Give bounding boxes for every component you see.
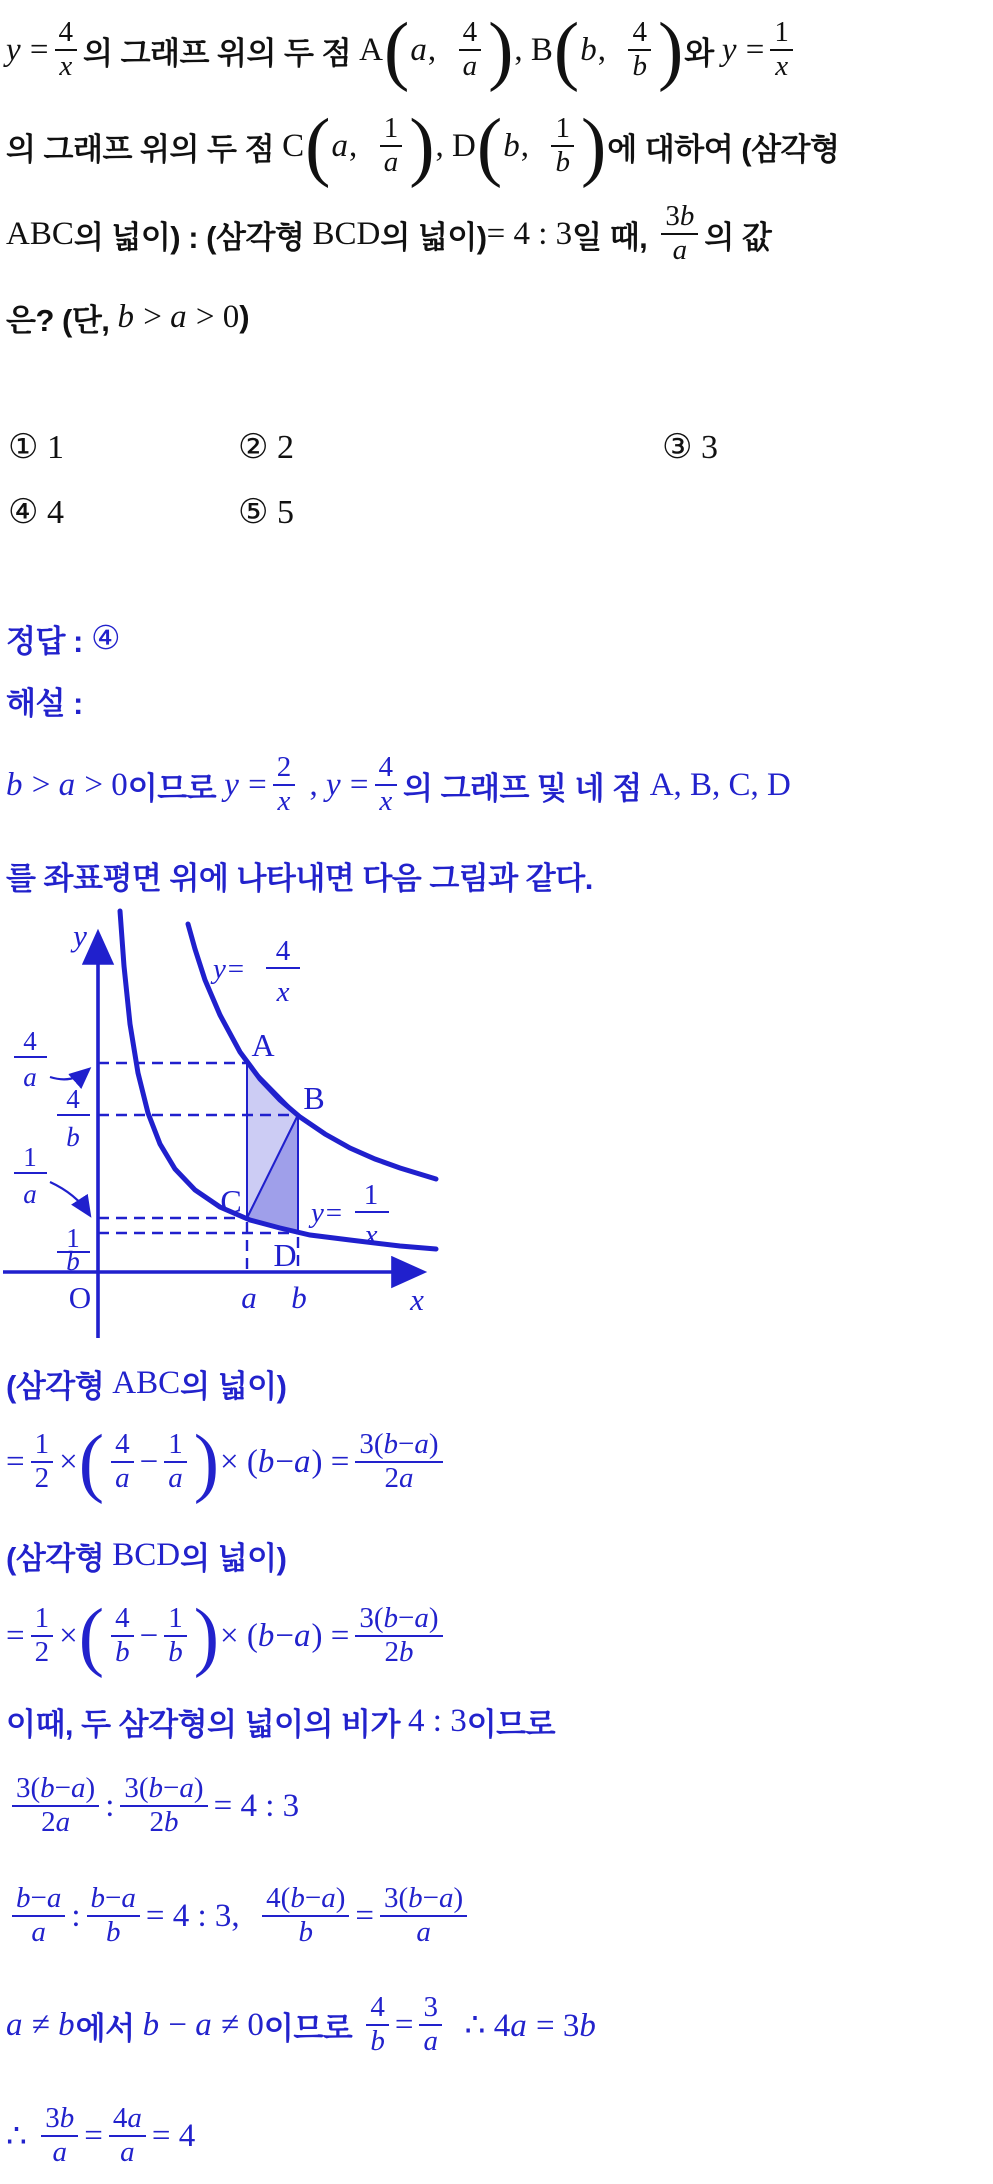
- problem-line-3: ABC 의 넓이) : (삼각형 BCD 의 넓이) = 4 : 3 일 때, $\frac{3b}{a}$ 의 값: [6, 200, 772, 266]
- curve4-label-den: x: [276, 976, 290, 1008]
- graph-figure: [0, 906, 445, 1358]
- ytick-1b-num: 1: [66, 1223, 80, 1253]
- y-axis-label: y: [73, 918, 87, 953]
- curve1-label-den: x: [364, 1219, 378, 1251]
- arrow-1a: [50, 1182, 89, 1214]
- ytick-4b-num: 4: [66, 1084, 80, 1114]
- ytick-4a-den: a: [23, 1062, 37, 1092]
- label-point-a: A: [251, 1027, 275, 1063]
- solution-line-10: a ≠ b 에서 b − a ≠ 0 이므로 $\frac{4}{b}$ = $\frac{3}{a}$ ∴ 4a = 3b: [6, 1991, 596, 2057]
- origin-label: O: [68, 1280, 92, 1315]
- problem-line-4: 은? (단, b > a > 0 ): [6, 298, 250, 338]
- problem-line-1: y = $\frac{4}{x}$ 의 그래프 위의 두 점 A ( a, $\frac{4}{a}$ ) , B ( b, $\frac{4}{b}$ ) 와 y = $\frac{1}{x}$: [6, 2, 799, 98]
- option-5: ⑤ 5: [238, 494, 294, 531]
- label-point-c: C: [220, 1183, 242, 1219]
- solution-line-11: ∴ $\frac{3b}{a}$ = $\frac{4a}{a}$ = 4: [6, 2102, 196, 2168]
- option-4: ④ 4: [8, 494, 64, 531]
- label-point-b: B: [303, 1080, 325, 1116]
- arrow-4a: [50, 1070, 88, 1079]
- ytick-4b-den: b: [66, 1122, 80, 1152]
- ytick-4a-num: 4: [23, 1026, 37, 1056]
- solution-line-7: 이때, 두 삼각형의 넓이의 비가 4 : 3 이므로: [6, 1702, 556, 1742]
- option-1: ① 1: [8, 429, 64, 466]
- solution-line-1: b > a > 0 이므로 y = $\frac{2}{x}$ , y = $\frac{4}{x}$ 의 그래프 및 네 점 A, B, C, D: [6, 751, 791, 817]
- curve1-label-prefix: y=: [311, 1197, 344, 1229]
- hyperbola-diagram: [0, 906, 445, 1358]
- solution-line-6: = $\frac{1}{2}$ × ( $\frac{4}{b}$ − $\frac{1}{b}$ ) × (b−a) = $\frac{3(b-a)}{2b}$: [6, 1586, 449, 1686]
- ytick-1a-den: a: [23, 1179, 37, 1209]
- ytick-1a-num: 1: [23, 1142, 37, 1172]
- explanation-label: 해설 :: [6, 685, 83, 721]
- curve4-label-num: 4: [275, 935, 291, 967]
- answer-line: 정답 : ④: [6, 621, 121, 659]
- curve1-label-num: 1: [363, 1179, 379, 1211]
- xtick-b: b: [291, 1280, 307, 1315]
- solution-line-2: 를 좌표평면 위에 나타내면 다음 그림과 같다.: [6, 860, 593, 896]
- label-point-d: D: [273, 1237, 297, 1273]
- option-3: ③ 3: [662, 429, 718, 466]
- solution-line-4: = $\frac{1}{2}$ × ( $\frac{4}{a}$ − $\frac{1}{a}$ ) × (b−a) = $\frac{3(b-a)}{2a}$: [6, 1412, 449, 1512]
- solution-line-3: (삼각형 ABC 의 넓이): [6, 1364, 287, 1404]
- problem-line-2: 의 그래프 위의 두 점 C ( a, $\frac{1}{a}$ ) , D ( b, $\frac{1}{b}$ ) 에 대하여 (삼각형: [6, 103, 840, 189]
- curve4-label-prefix: y=: [213, 953, 246, 985]
- solution-line-5: (삼각형 BCD 의 넓이): [6, 1536, 287, 1576]
- solution-line-8: $\frac{3(b-a)}{2a}$ : $\frac{3(b-a)}{2b}$ = 4 : 3: [6, 1756, 299, 1856]
- xtick-a: a: [241, 1280, 257, 1315]
- option-2: ② 2: [238, 429, 294, 466]
- x-axis-label: x: [410, 1282, 424, 1317]
- solution-line-9: $\frac{b-a}{a}$ : $\frac{b-a}{b}$ = 4 : 3, $\frac{4(b-a)}{b}$ = $\frac{3(b-a)}{a}$: [6, 1866, 473, 1966]
- ytick-1b-den: b: [66, 1246, 80, 1276]
